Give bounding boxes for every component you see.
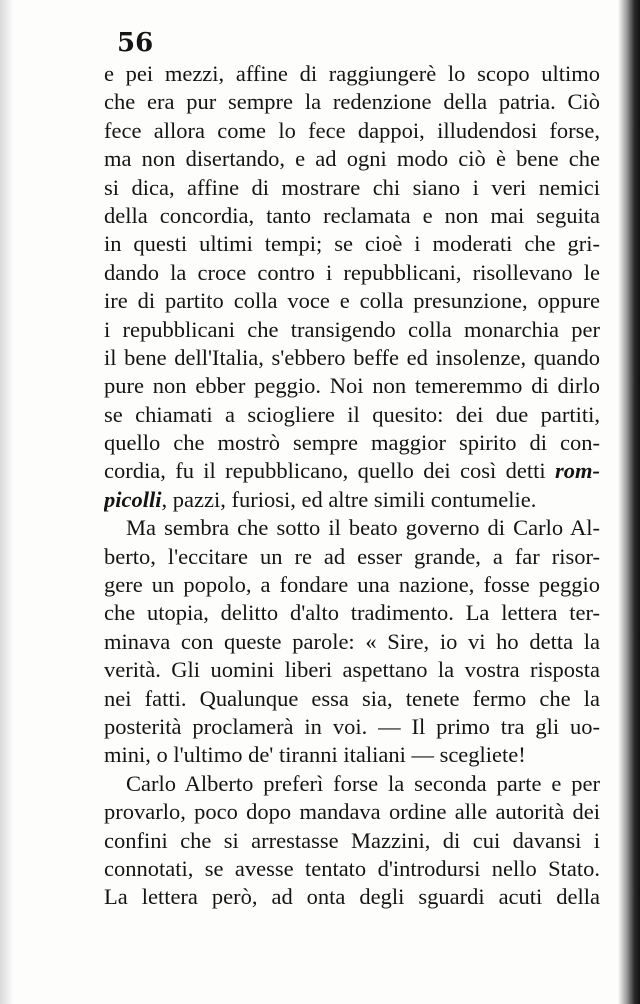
text-line: minava con queste parole: « Sire, io vi ho detta la [104, 628, 600, 654]
text-line: cordia, fu il repubblicano, quello dei così detti [104, 458, 555, 484]
text-line: i repubblicani che transigendo colla monarchia per [104, 316, 600, 342]
text-line: dando la croce contro i repubblicani, risollevano le [104, 259, 600, 285]
page-number: 56 [117, 28, 154, 58]
page-right-edge-shadow [618, 0, 640, 1004]
text-line: e pei mezzi, affine di raggiungerè lo scopo ultimo [104, 61, 600, 86]
paragraph-start-line: Ma sembra che sotto il beato governo di Carlo Al- [126, 515, 600, 541]
text-line: ire di partito colla voce e colla presunzione, oppure [104, 288, 600, 314]
text-line: che era pur sempre la redenzione della patria. Ciò [104, 89, 600, 115]
text-line: berto, l'eccitare un re ad esser grande, a far risor- [104, 543, 600, 569]
body-text [104, 60, 600, 912]
italic-word-picolli: picolli [104, 486, 162, 512]
italic-word-rom: rom- [555, 458, 600, 484]
text-line: quello che mostrò sempre maggior spirito di con- [104, 430, 600, 456]
text-line: si dica, affine di mostrare chi siano i veri nemici [104, 174, 600, 200]
text-line: che utopia, delitto d'alto tradimento. La lettera ter- [104, 600, 600, 626]
text-line: se chiamati a sciogliere il quesito: dei due partiti, [104, 401, 600, 427]
page-left-edge [0, 0, 14, 1004]
text-line: ma non disertando, e ad ogni modo ciò è bene che [104, 146, 600, 172]
paragraph-start-line: Carlo Alberto preferì forse la seconda parte e per [126, 770, 600, 796]
text-line: nei fatti. Qualunque essa sia, tenete fermo che la [104, 685, 600, 711]
text-line: mini, o l'ultimo de' tiranni italiani — scegliete! [104, 742, 526, 768]
text-line: verità. Gli uomini liberi aspettano la vostra risposta [104, 657, 600, 683]
text-line: in questi ultimi tempi; se cioè i moderati che gri- [104, 231, 600, 257]
text-line: confini che si arrestasse Mazzini, di cui davansi i [104, 827, 600, 853]
text-line: gere un popolo, a fondare una nazione, fosse peggio [104, 572, 600, 598]
text-line: il bene dell'Italia, s'ebbero beffe ed insolenze, quando [104, 344, 600, 370]
text-line: posterità proclamerà in voi. — Il primo tra gli uo- [104, 713, 600, 739]
text-line-rest: , pazzi, furiosi, ed altre simili contumelie. [161, 486, 537, 512]
text-line-with-italic [104, 457, 600, 485]
text-line: fece allora come lo fece dappoi, illudendosi forse, [104, 117, 600, 143]
text-line: La lettera però, ad onta degli sguardi acuti della [104, 884, 600, 910]
text-line [104, 486, 600, 514]
text-line: provarlo, poco dopo mandava ordine alle autorità dei [104, 799, 600, 825]
text-line: connotati, se avesse tentato d'introdursi nello Stato. [104, 855, 600, 881]
text-line: pure non ebber peggio. Noi non temeremmo di dirlo [104, 373, 600, 399]
text-line: della concordia, tanto reclamata e non mai seguita [104, 202, 600, 228]
